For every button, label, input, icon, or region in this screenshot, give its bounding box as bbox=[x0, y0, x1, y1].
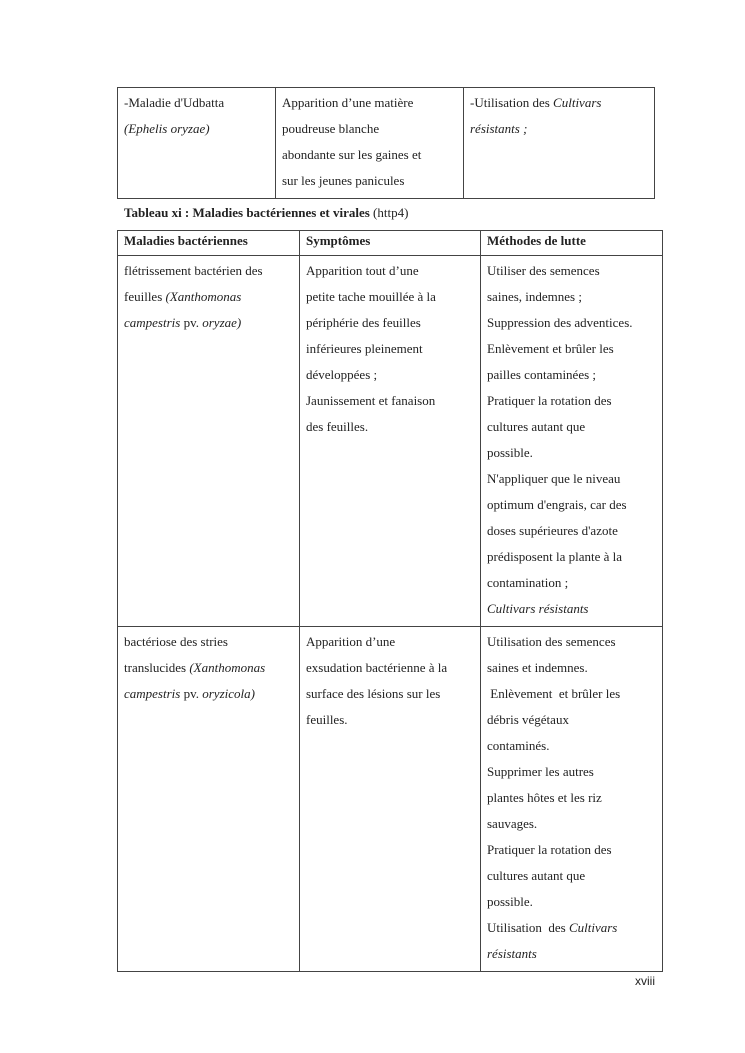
method-line: optimum d'engrais, car des bbox=[487, 497, 627, 512]
symptom-line: inférieures pleinement bbox=[306, 341, 423, 356]
method-line: Utiliser des semences bbox=[487, 263, 600, 278]
method-line: Pratiquer la rotation des bbox=[487, 842, 612, 857]
symptom-line: Jaunissement et fanaison bbox=[306, 393, 436, 408]
disease-name-line bbox=[124, 284, 293, 310]
method-line: possible. bbox=[487, 445, 533, 460]
disease-name-line: flétrissement bactérien des bbox=[124, 263, 263, 278]
symptom-line: Apparition tout d’une bbox=[306, 263, 419, 278]
method-line: Supprimer les autres bbox=[487, 764, 594, 779]
symptom-line: Apparition d’une bbox=[306, 634, 396, 649]
table-caption-title: Tableau xi : Maladies bactériennes et virales bbox=[124, 205, 370, 220]
method-line: Pratiquer la rotation des bbox=[487, 393, 612, 408]
method-line: résistants ; bbox=[470, 121, 528, 136]
symptom-line: développées ; bbox=[306, 367, 378, 382]
methods-cell bbox=[481, 256, 663, 627]
disease-italic: campestris bbox=[124, 315, 181, 330]
symptoms-cell bbox=[300, 256, 481, 627]
method-line: plantes hôtes et les riz bbox=[487, 790, 602, 805]
disease-text: feuilles bbox=[124, 289, 166, 304]
header-diseases: Maladies bactériennes bbox=[118, 231, 300, 256]
method-line: doses supérieures d'azote bbox=[487, 523, 618, 538]
symptoms-cell bbox=[300, 627, 481, 972]
continuation-table bbox=[117, 87, 655, 199]
method-line: prédisposent la plante à la bbox=[487, 549, 623, 564]
disease-cell bbox=[118, 627, 300, 972]
symptom-line: petite tache mouillée à la bbox=[306, 289, 436, 304]
disease-italic: oryzicola) bbox=[202, 686, 255, 701]
disease-name-line: bactériose des stries bbox=[124, 634, 228, 649]
method-line: saines et indemnes. bbox=[487, 660, 588, 675]
table-caption-source: (http4) bbox=[369, 205, 409, 220]
symptom-line: des feuilles. bbox=[306, 419, 369, 434]
method-line: résistants bbox=[487, 946, 537, 961]
disease-name-line bbox=[124, 655, 293, 681]
header-methods: Méthodes de lutte bbox=[481, 231, 663, 256]
symptom-line: sur les jeunes panicules bbox=[282, 173, 405, 188]
symptom-line: abondante sur les gaines et bbox=[282, 147, 422, 162]
method-line: Utilisation des semences bbox=[487, 634, 616, 649]
symptom-line: Apparition d’une matière bbox=[282, 95, 414, 110]
method-line: cultures autant que bbox=[487, 419, 586, 434]
method-line: débris végétaux bbox=[487, 712, 569, 727]
symptom-line: feuilles. bbox=[306, 712, 348, 727]
header-symptoms: Symptômes bbox=[300, 231, 481, 256]
disease-text: pv. bbox=[180, 686, 203, 701]
disease-italic: (Xanthomonas bbox=[189, 660, 266, 675]
disease-name-line bbox=[124, 310, 293, 336]
method-line: N'appliquer que le niveau bbox=[487, 471, 621, 486]
disease-text: translucides bbox=[124, 660, 190, 675]
disease-italic: campestris bbox=[124, 686, 181, 701]
symptom-line: poudreuse blanche bbox=[282, 121, 380, 136]
method-line: contamination ; bbox=[487, 575, 569, 590]
disease-italic: oryzae) bbox=[202, 315, 242, 330]
table-row bbox=[118, 627, 663, 972]
disease-text: pv. bbox=[180, 315, 203, 330]
method-line: contaminés. bbox=[487, 738, 550, 753]
methods-cell bbox=[481, 627, 663, 972]
methods-cell bbox=[464, 88, 655, 199]
disease-latin-name: (Ephelis oryzae) bbox=[124, 121, 210, 136]
method-text: -Utilisation des bbox=[470, 95, 554, 110]
symptoms-cell bbox=[276, 88, 464, 199]
disease-cell bbox=[118, 256, 300, 627]
method-italic: Cultivars bbox=[553, 95, 602, 110]
method-line bbox=[487, 915, 656, 941]
method-line: cultures autant que bbox=[487, 868, 586, 883]
method-line: Enlèvement et brûler les bbox=[487, 341, 614, 356]
method-line: Enlèvement et brûler les bbox=[487, 686, 621, 701]
disease-cell bbox=[118, 88, 276, 199]
symptom-line: périphérie des feuilles bbox=[306, 315, 421, 330]
bacterial-diseases-table bbox=[117, 230, 663, 972]
table-row bbox=[118, 256, 663, 627]
page-number: xviii bbox=[635, 974, 655, 988]
header-row bbox=[118, 231, 663, 256]
symptom-line: exsudation bactérienne à la bbox=[306, 660, 448, 675]
method-line: pailles contaminées ; bbox=[487, 367, 597, 382]
method-line: possible. bbox=[487, 894, 533, 909]
method-line bbox=[470, 90, 648, 116]
method-italic: Cultivars bbox=[568, 920, 618, 935]
method-line: sauvages. bbox=[487, 816, 538, 831]
method-line: Cultivars résistants bbox=[487, 601, 589, 616]
method-line: saines, indemnes ; bbox=[487, 289, 582, 304]
table-caption bbox=[124, 202, 408, 224]
method-text: Utilisation des bbox=[487, 920, 569, 935]
disease-italic: (Xanthomonas bbox=[165, 289, 242, 304]
method-line: Suppression des adventices. bbox=[487, 315, 633, 330]
table-row bbox=[118, 88, 655, 199]
disease-name-line bbox=[124, 681, 293, 707]
symptom-line: surface des lésions sur les bbox=[306, 686, 441, 701]
disease-name: -Maladie d'Udbatta bbox=[124, 95, 225, 110]
